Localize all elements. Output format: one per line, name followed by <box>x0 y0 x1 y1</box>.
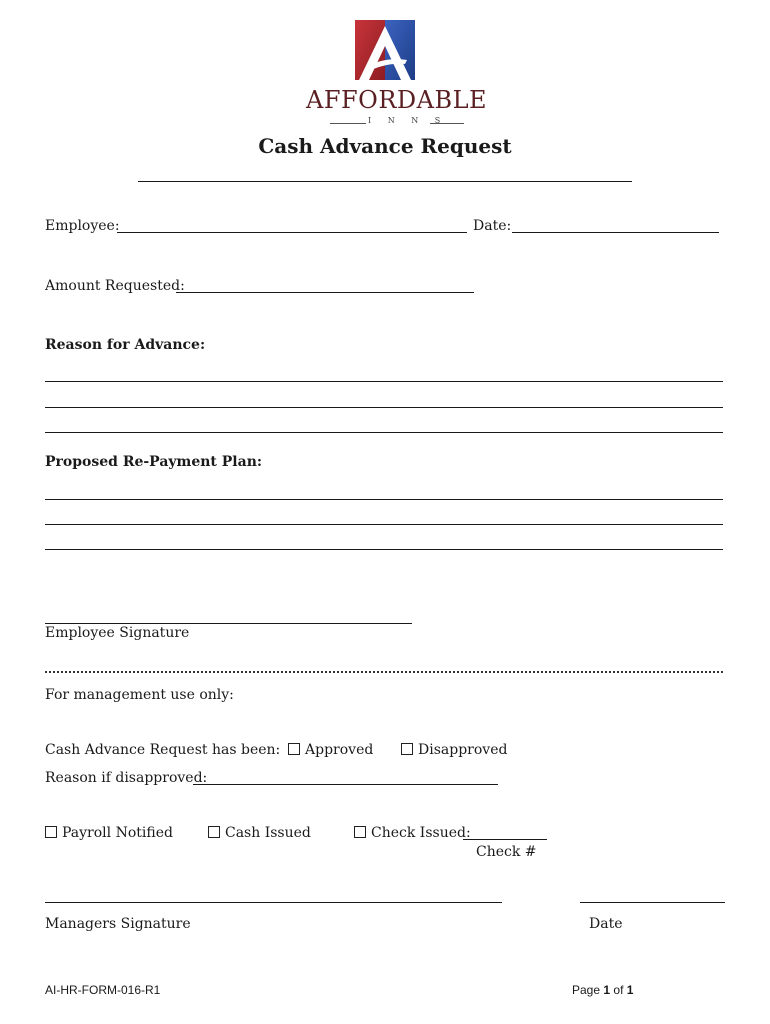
amount-field[interactable] <box>176 292 474 293</box>
repayment-line-2[interactable] <box>45 524 723 525</box>
disapproved-label: Disapproved <box>418 742 508 758</box>
date-label: Date: <box>473 218 512 234</box>
approved-checkbox[interactable] <box>288 743 300 755</box>
disapproved-checkbox[interactable] <box>401 743 413 755</box>
title-underline <box>138 181 632 182</box>
management-heading: For management use only: <box>45 687 234 703</box>
cash-issued-option[interactable] <box>208 825 311 841</box>
cash-issued-checkbox[interactable] <box>208 826 220 838</box>
reason-line-2[interactable] <box>45 407 723 408</box>
reason-heading: Reason for Advance: <box>45 337 206 353</box>
check-number-field[interactable] <box>463 839 547 840</box>
check-issued-option[interactable] <box>354 825 471 841</box>
check-number-label: Check # <box>476 844 537 860</box>
date-field[interactable] <box>512 232 719 233</box>
managers-signature-label: Managers Signature <box>45 916 191 932</box>
payroll-notified-label: Payroll Notified <box>62 825 173 841</box>
payroll-notified-checkbox[interactable] <box>45 826 57 838</box>
repayment-line-3[interactable] <box>45 549 723 550</box>
status-label: Cash Advance Request has been: <box>45 742 281 758</box>
management-separator <box>45 671 723 673</box>
repayment-line-1[interactable] <box>45 499 723 500</box>
logo-wordmark: AFFORDABLE <box>306 86 488 114</box>
employee-signature-label: Employee Signature <box>45 625 190 641</box>
form-title: Cash Advance Request <box>258 134 512 158</box>
check-issued-label: Check Issued: <box>371 825 471 841</box>
page-total: 1 <box>626 983 634 997</box>
page-number <box>572 983 633 997</box>
manager-date-label: Date <box>589 916 623 932</box>
employee-signature-field[interactable] <box>45 623 412 624</box>
reason-disapproved-field[interactable] <box>193 784 498 785</box>
page-of: of <box>613 983 624 997</box>
logo-rule-right <box>430 123 464 124</box>
approved-label: Approved <box>305 742 374 758</box>
check-issued-checkbox[interactable] <box>354 826 366 838</box>
logo-subtitle: I N N S <box>368 116 448 125</box>
page-prefix: Page <box>572 983 601 997</box>
form-id: AI-HR-FORM-016-R1 <box>45 983 161 997</box>
disapproved-option[interactable] <box>401 742 507 758</box>
company-logo <box>300 20 488 125</box>
page-current: 1 <box>603 983 611 997</box>
reason-line-3[interactable] <box>45 432 723 433</box>
logo-mark-icon <box>355 20 415 82</box>
amount-label: Amount Requested: <box>45 278 185 294</box>
approved-option[interactable] <box>288 742 373 758</box>
repayment-heading: Proposed Re-Payment Plan: <box>45 454 263 470</box>
cash-issued-label: Cash Issued <box>225 825 311 841</box>
manager-date-field[interactable] <box>580 902 725 903</box>
employee-label: Employee: <box>45 218 120 234</box>
logo-rule-left <box>330 123 366 124</box>
reason-disapproved-label: Reason if disapproved: <box>45 770 208 786</box>
reason-line-1[interactable] <box>45 381 723 382</box>
employee-field[interactable] <box>117 232 467 233</box>
managers-signature-field[interactable] <box>45 902 502 903</box>
payroll-notified-option[interactable] <box>45 825 173 841</box>
